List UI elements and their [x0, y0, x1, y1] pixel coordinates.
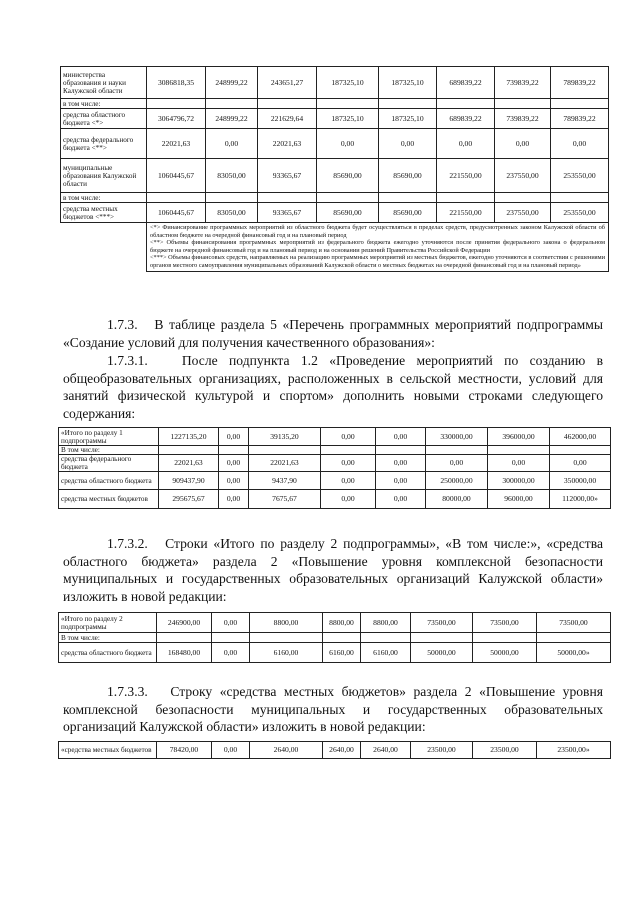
table-cell: 93365,67 — [258, 203, 317, 223]
table-cell: 221629,64 — [258, 109, 317, 129]
table-cell: 85690,00 — [317, 203, 379, 223]
section-1-totals-table — [58, 427, 611, 509]
table-cell: 0,00 — [206, 129, 258, 159]
table-cell: 689839,22 — [437, 109, 495, 129]
table-cell — [426, 446, 488, 455]
footnote: <***> Объемы финансовых средств, направляемых на реализацию программных мероприятий из местных бюджетов, ежегодно уточняются в соответствии с решениями органов местного самоуправления муниципальных образований Калужской области о местных бюджетах на очередной финансовый год и на плановый период» — [150, 254, 606, 269]
table-cell: 2640,00 — [250, 742, 323, 759]
table-cell — [551, 193, 609, 203]
paragraph-1-7-3-2 — [63, 535, 603, 605]
table-row — [59, 472, 611, 490]
table-cell: 9437,90 — [249, 472, 321, 490]
table-cell: 462000,00 — [550, 428, 611, 446]
table-row — [61, 67, 609, 99]
table-cell: 23500,00» — [537, 742, 611, 759]
table-cell: 0,00 — [212, 643, 250, 663]
table-cell: 22021,63 — [249, 455, 321, 472]
table-cell — [212, 633, 250, 643]
table-cell: 23500,00 — [411, 742, 473, 759]
local-budgets-table — [58, 741, 611, 759]
table-cell: 739839,22 — [495, 109, 551, 129]
footnotes-cell — [147, 223, 609, 272]
row-label: В том числе: — [59, 633, 157, 643]
table-cell — [206, 193, 258, 203]
table-cell — [159, 446, 219, 455]
table-cell — [321, 446, 376, 455]
table-cell: 0,00 — [219, 490, 249, 509]
table-cell: 0,00 — [379, 129, 437, 159]
table-cell: 0,00 — [219, 455, 249, 472]
table-cell — [550, 446, 611, 455]
table-cell: 112000,00» — [550, 490, 611, 509]
table-cell: 689839,22 — [437, 67, 495, 99]
table-cell — [437, 193, 495, 203]
row-label: средства областного бюджета — [59, 643, 157, 663]
table-cell — [249, 446, 321, 455]
table-cell: 83050,00 — [206, 203, 258, 223]
table-cell: 8800,00 — [361, 613, 411, 633]
table-cell: 0,00 — [317, 129, 379, 159]
table-cell: 8800,00 — [250, 613, 323, 633]
paragraph-1-7-3-1-text: 1.7.3.1. После подпункта 1.2 «Проведение мероприятий по созданию в общеобразовательных организациях, расположенных в сельской местности, условий для занятий физической культурой и спортом» дополнить новыми строками следующего содержания: — [63, 353, 603, 421]
table-cell: 3086818,35 — [147, 67, 206, 99]
table-cell — [551, 99, 609, 109]
table-cell: 0,00 — [426, 455, 488, 472]
table-cell: 350000,00 — [550, 472, 611, 490]
table-cell — [488, 446, 550, 455]
table-cell: 0,00 — [212, 613, 250, 633]
row-label: в том числе: — [61, 193, 147, 203]
section-2-totals-table — [58, 612, 611, 663]
table-cell — [495, 99, 551, 109]
paragraph-1-7-3-2-text: 1.7.3.2. Строки «Итого по разделу 2 подпрограммы», «В том числе:», «средства областного бюджета» раздела 2 «Повышение уровня комплексной безопасности муниципальных и государственных образовательных организаций Калужской области» изложить в новой редакции: — [63, 536, 603, 604]
table-row — [61, 99, 609, 109]
row-label: «средства местных бюджетов — [59, 742, 157, 759]
table-cell: 0,00 — [219, 472, 249, 490]
table-cell: 73500,00 — [537, 613, 611, 633]
table-cell: 78420,00 — [157, 742, 212, 759]
table-cell: 73500,00 — [473, 613, 537, 633]
table-cell: 187325,10 — [379, 109, 437, 129]
table-cell: 330000,00 — [426, 428, 488, 446]
table-cell — [437, 99, 495, 109]
table-row — [61, 109, 609, 129]
paragraph-1-7-3-text: 1.7.3. В таблице раздела 5 «Перечень программных мероприятий подпрограммы «Создание условий для получения качественного образования»: — [63, 317, 603, 350]
table-cell: 0,00 — [550, 455, 611, 472]
table-cell: 0,00 — [376, 490, 426, 509]
table-cell — [219, 446, 249, 455]
table-cell: 22021,63 — [159, 455, 219, 472]
table-cell — [379, 193, 437, 203]
table-cell: 22021,63 — [147, 129, 206, 159]
row-label: средства областного бюджета <*> — [61, 109, 147, 129]
table-cell: 0,00 — [219, 428, 249, 446]
table-cell: 3064796,72 — [147, 109, 206, 129]
footnote: <**> Объемы финансирования программных мероприятий из федерального бюджета ежегодно уточняются после принятия федерального закона о федеральном бюджете на очередной финансовый год и на плановый период и на основании решений Правительства Российской Федерации — [150, 239, 605, 254]
table-cell: 80000,00 — [426, 490, 488, 509]
footnote: <*> Финансирование программных мероприятий из областного бюджета будет осуществляться в пределах средств, предусмотренных законом Калужской области об областном бюджете на очередной финансовый год и на плановый период — [150, 224, 605, 239]
table-row — [61, 129, 609, 159]
table-row — [59, 643, 611, 663]
table-cell: 0,00 — [495, 129, 551, 159]
table-cell: 221550,00 — [437, 159, 495, 193]
table-cell: 0,00 — [376, 455, 426, 472]
table-cell: 253550,00 — [551, 203, 609, 223]
row-label: «Итого по разделу 1 подпрограммы — [59, 428, 159, 446]
table-cell: 221550,00 — [437, 203, 495, 223]
table-cell: 6160,00 — [361, 643, 411, 663]
table-cell — [258, 193, 317, 203]
table-cell: 6160,00 — [250, 643, 323, 663]
footnote-spacer — [61, 223, 147, 272]
table-cell: 50000,00» — [537, 643, 611, 663]
table-cell: 85690,00 — [379, 203, 437, 223]
table-row — [59, 742, 611, 759]
table-cell: 187325,10 — [379, 67, 437, 99]
table-cell: 8800,00 — [323, 613, 361, 633]
table-cell — [323, 633, 361, 643]
table-cell — [250, 633, 323, 643]
table-cell: 168480,00 — [157, 643, 212, 663]
table-cell — [147, 193, 206, 203]
table-cell: 1227135,20 — [159, 428, 219, 446]
table-cell: 237550,00 — [495, 159, 551, 193]
table-cell: 187325,10 — [317, 67, 379, 99]
top-funding-table — [60, 66, 609, 272]
table-cell: 50000,00 — [411, 643, 473, 663]
table-cell: 93365,67 — [258, 159, 317, 193]
table-cell: 0,00 — [376, 428, 426, 446]
table-row — [61, 193, 609, 203]
row-label: средства федерального бюджета — [59, 455, 159, 472]
table-row — [59, 428, 611, 446]
table-cell — [376, 446, 426, 455]
table-cell: 85690,00 — [317, 159, 379, 193]
table-cell: 0,00 — [488, 455, 550, 472]
table-cell: 253550,00 — [551, 159, 609, 193]
table-cell — [495, 193, 551, 203]
row-label: средства областного бюджета — [59, 472, 159, 490]
table-row — [59, 446, 611, 455]
table-cell — [537, 633, 611, 643]
table-row — [61, 203, 609, 223]
row-label: муниципальные образования Калужской области — [61, 159, 147, 193]
table-cell: 0,00 — [321, 472, 376, 490]
table-row — [61, 159, 609, 193]
table-cell: 0,00 — [376, 472, 426, 490]
table-cell: 295675,67 — [159, 490, 219, 509]
table-cell: 0,00 — [321, 455, 376, 472]
paragraph-1-7-3-1 — [63, 352, 603, 422]
table-cell: 85690,00 — [379, 159, 437, 193]
table-cell: 73500,00 — [411, 613, 473, 633]
table-cell — [411, 633, 473, 643]
table-row — [59, 455, 611, 472]
table-cell: 50000,00 — [473, 643, 537, 663]
table-cell: 6160,00 — [323, 643, 361, 663]
table-cell: 7675,67 — [249, 490, 321, 509]
table-cell — [147, 99, 206, 109]
table-cell: 909437,90 — [159, 472, 219, 490]
table-cell: 83050,00 — [206, 159, 258, 193]
table-cell: 1060445,67 — [147, 203, 206, 223]
table-cell — [206, 99, 258, 109]
table-cell: 250000,00 — [426, 472, 488, 490]
row-label: «Итого по разделу 2 подпрограммы — [59, 613, 157, 633]
table-cell: 2640,00 — [323, 742, 361, 759]
row-label: средства местных бюджетов <***> — [61, 203, 147, 223]
table-cell: 243651,27 — [258, 67, 317, 99]
table-cell: 23500,00 — [473, 742, 537, 759]
table-row — [59, 613, 611, 633]
row-label: средства федерального бюджета <**> — [61, 129, 147, 159]
row-label: В том числе: — [59, 446, 159, 455]
table-cell — [317, 193, 379, 203]
table-cell: 22021,63 — [258, 129, 317, 159]
table-cell: 248999,22 — [206, 67, 258, 99]
table-cell: 187325,10 — [317, 109, 379, 129]
table-cell: 0,00 — [321, 490, 376, 509]
table-row — [59, 633, 611, 643]
table-cell: 300000,00 — [488, 472, 550, 490]
table-cell: 739839,22 — [495, 67, 551, 99]
table-cell — [473, 633, 537, 643]
row-label: министерства образования и науки Калужской области — [61, 67, 147, 99]
table-cell: 248999,22 — [206, 109, 258, 129]
table-cell: 39135,20 — [249, 428, 321, 446]
table-cell: 1060445,67 — [147, 159, 206, 193]
section-2-totals-table-body — [59, 613, 611, 663]
table-cell: 396000,00 — [488, 428, 550, 446]
local-budgets-table-body — [59, 742, 611, 759]
table-cell: 0,00 — [212, 742, 250, 759]
table-cell: 96000,00 — [488, 490, 550, 509]
table-cell — [258, 99, 317, 109]
table-cell: 0,00 — [551, 129, 609, 159]
table-cell: 789839,22 — [551, 109, 609, 129]
section-1-totals-table-body — [59, 428, 611, 509]
table-cell — [317, 99, 379, 109]
table-cell — [361, 633, 411, 643]
table-cell — [157, 633, 212, 643]
row-label: средства местных бюджетов — [59, 490, 159, 509]
table-cell: 0,00 — [321, 428, 376, 446]
table-cell: 789839,22 — [551, 67, 609, 99]
table-row — [59, 490, 611, 509]
paragraph-1-7-3-3 — [63, 683, 603, 736]
paragraph-1-7-3-3-text: 1.7.3.3. Строку «средства местных бюджетов» раздела 2 «Повышение уровня комплексной безопасности муниципальных и государственных образовательных организаций Калужской области» изложить в новой редакции: — [63, 684, 603, 734]
row-label: в том числе: — [61, 99, 147, 109]
paragraph-1-7-3 — [63, 316, 603, 351]
table-cell: 237550,00 — [495, 203, 551, 223]
table-cell: 0,00 — [437, 129, 495, 159]
table-cell: 246900,00 — [157, 613, 212, 633]
top-funding-table-body — [61, 67, 609, 272]
table-cell — [379, 99, 437, 109]
table-cell: 2640,00 — [361, 742, 411, 759]
footnotes-row — [61, 223, 609, 272]
